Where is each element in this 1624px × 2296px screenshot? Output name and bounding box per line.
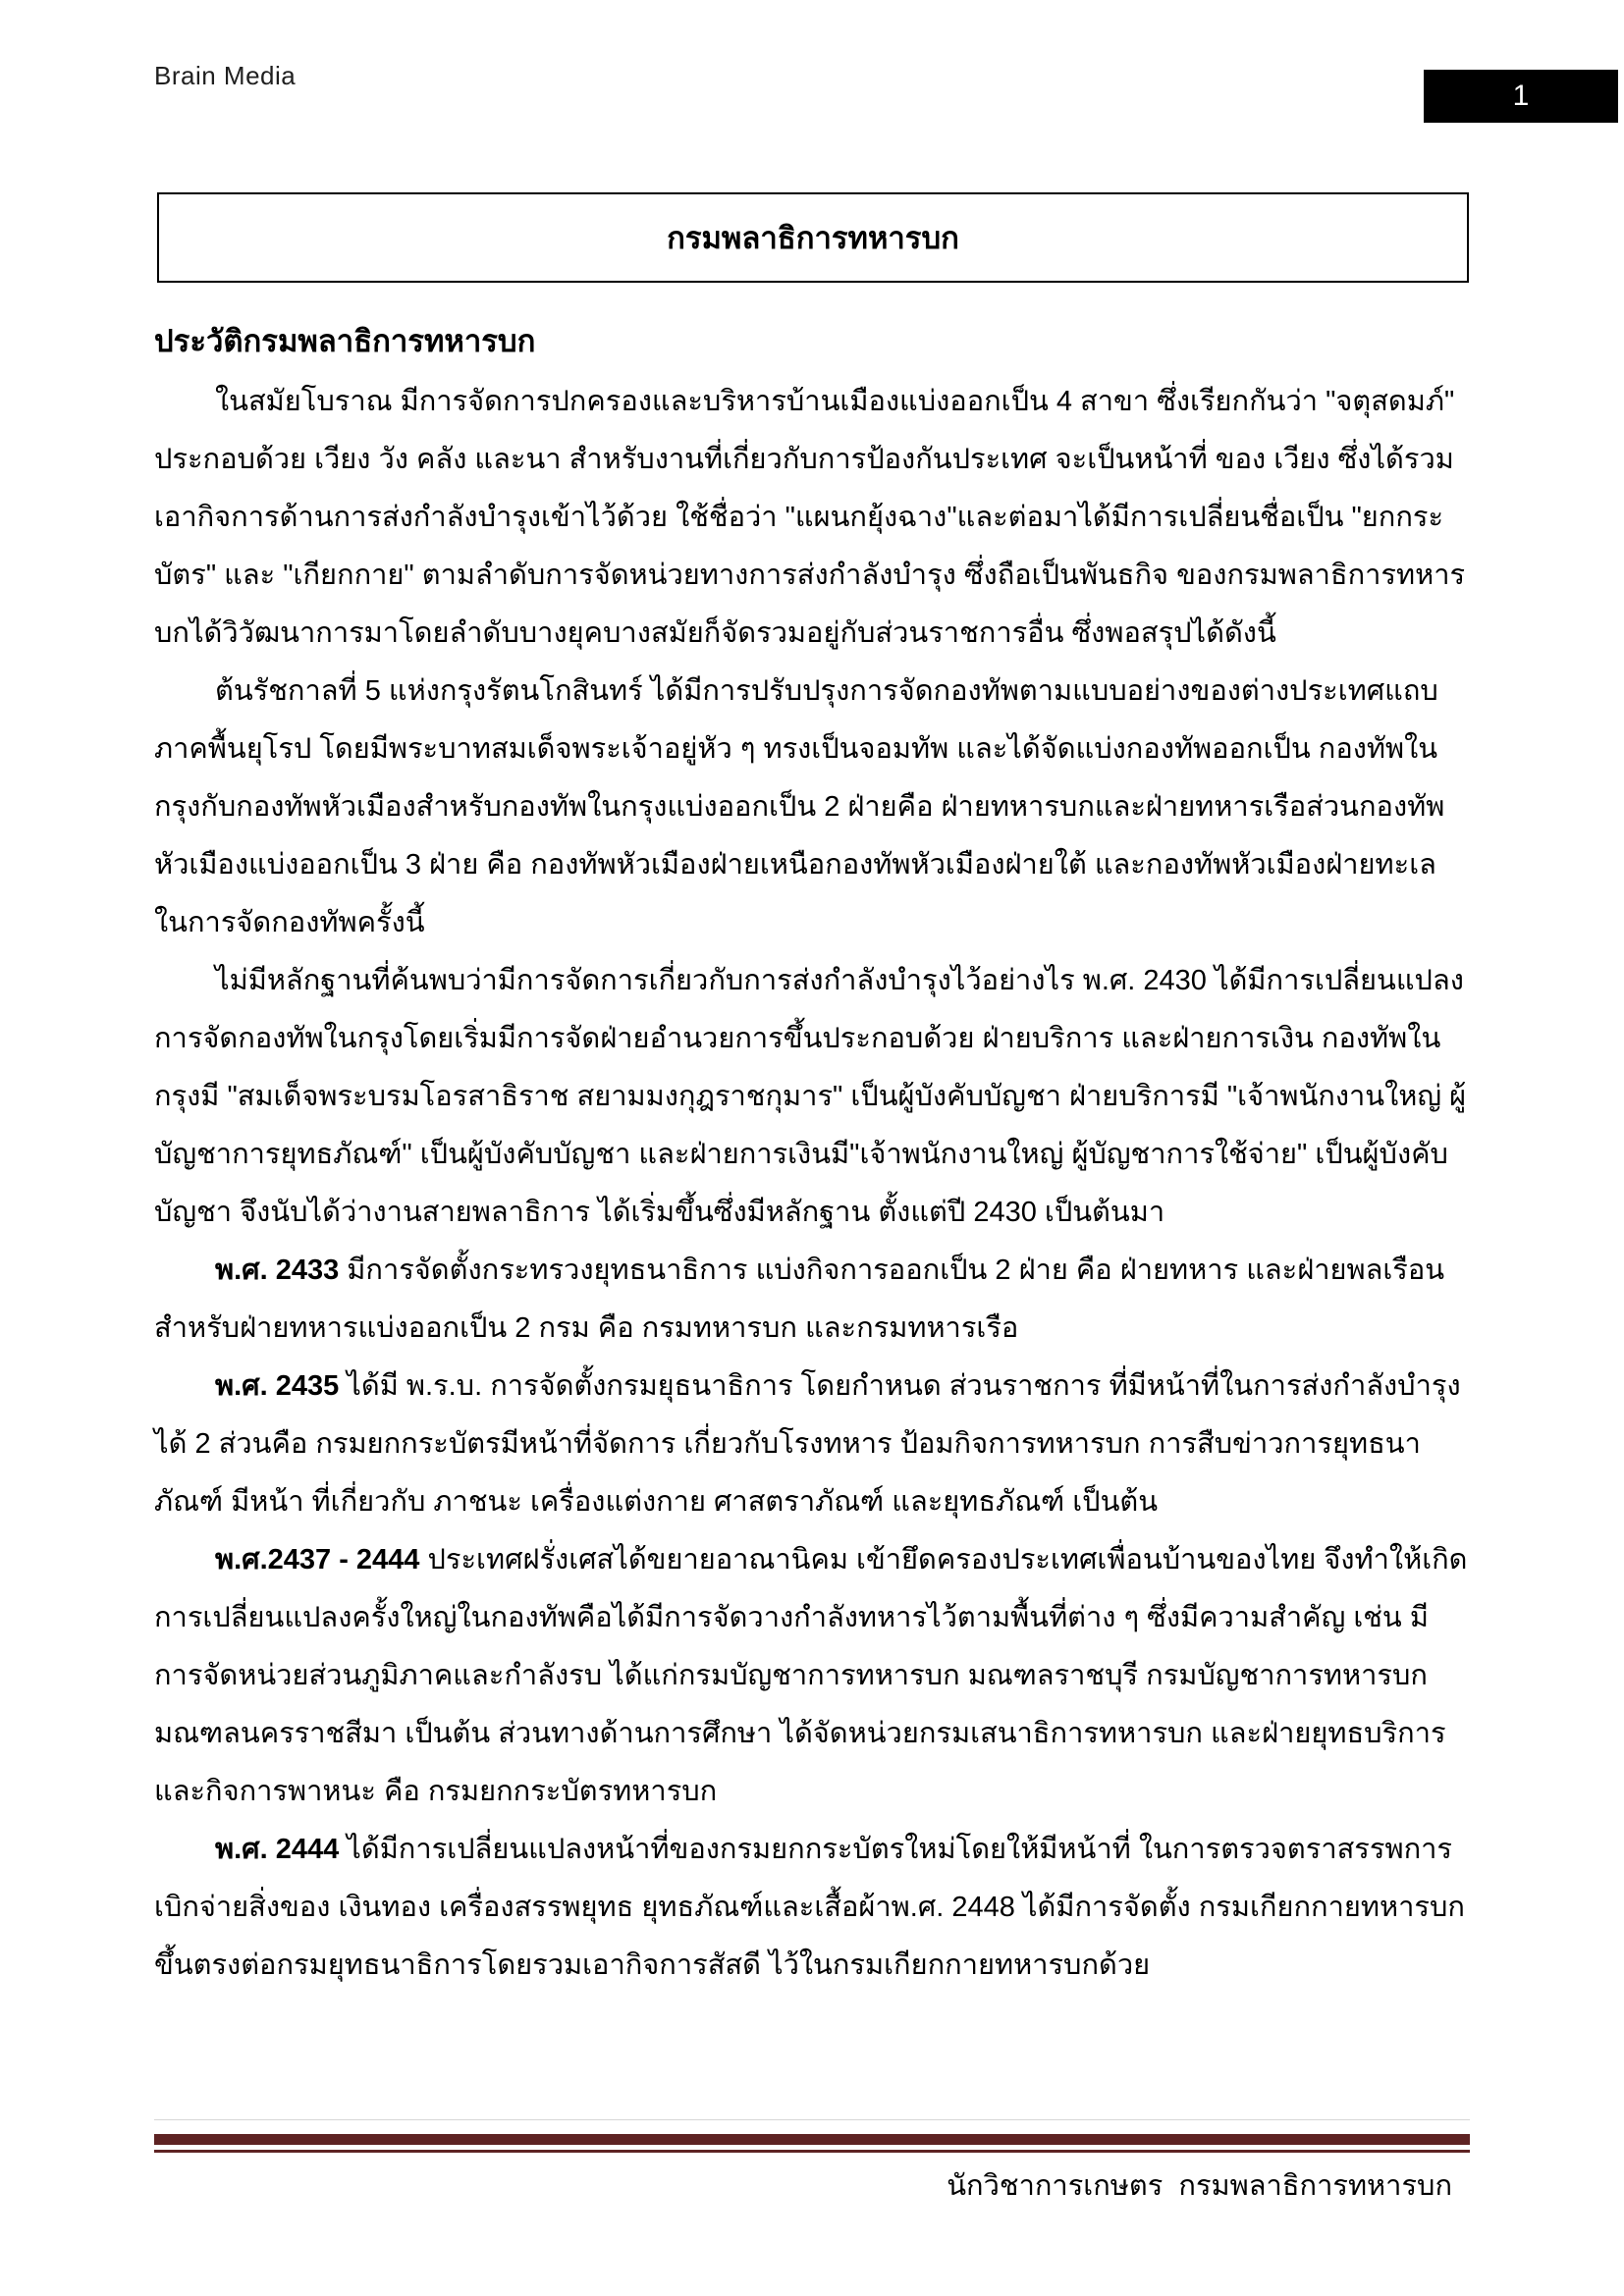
document-title: กรมพลาธิการทหารบก xyxy=(667,221,959,255)
paragraph-text: ในสมัยโบราณ มีการจัดการปกครองและบริหารบ้านเมืองแบ่งออกเป็น 4 สาขา ซึ่งเรียกกันว่า "จตุสดมภ์" ประกอบด้วย เวียง วัง คลัง และนา สำหรับงานที่เกี่ยวกับการป้องกันประเทศ จะเป็นหน้าที่ ของ เวียง ซึ่งได้รวมเอากิจการด้านการส่งกำลังบำรุงเข้าไว้ด้วย ใช้ชื่อว่า "แผนกยุ้งฉาง"และต่อมาได้มีการเปลี่ยนชื่อเป็น "ยกกระบัตร" และ "เกียกกาย" ตามลำดับการจัดหน่วยทางการส่งกำลังบำรุง ซึ่งถือเป็นพันธกิจ ของกรมพลาธิการทหารบกได้วิวัฒนาการมาโดยลำดับบางยุคบางสมัยก็จัดรวมอยู่กับส่วนราชการอื่น ซึ่งพอสรุปได้ดังนี้ xyxy=(154,386,1466,649)
footer-rule-thick xyxy=(154,2134,1470,2145)
footer-credit: นักวิชาการเกษตร กรมพลาธิการทหารบก xyxy=(947,2170,1452,2202)
page-number: 1 xyxy=(1512,80,1530,112)
section-heading: ประวัติกรมพลาธิการทหารบก xyxy=(154,324,536,358)
paragraph-text: ได้มีการเปลี่ยนแปลงหน้าที่ของกรมยกกระบัตรใหม่โดยให้มีหน้าที่ ในการตรวจตราสรรพการ เบิกจ่ายสิ่งของ เงินทอง เครื่องสรรพยุทธ ยุทธภัณฑ์และเสื้อผ้าพ.ศ. 2448 ได้มีการจัดตั้ง กรมเกียกกายทหารบก ขึ้นตรงต่อกรมยุทธนาธิการโดยรวมเอากิจการสัสดี ไว้ในกรมเกียกกายทหารบกด้วย xyxy=(154,1834,1465,1981)
paragraph-lead: พ.ศ. 2435 xyxy=(215,1370,340,1402)
paragraph xyxy=(154,1358,1476,1531)
document-body xyxy=(154,373,1476,1995)
paragraph xyxy=(154,1531,1476,1821)
paragraph-text: ประเทศฝรั่งเศสได้ขยายอาณานิคม เข้ายึดครองประเทศเพื่อนบ้านของไทย จึงทำให้เกิดการเปลี่ยนแปลงครั้งใหญ่ในกองทัพคือได้มีการจัดวางกำลังทหารไว้ตามพื้นที่ต่าง ๆ ซึ่งมีความสำคัญ เช่น มีการจัดหน่วยส่วนภูมิภาคและกำลังรบ ได้แก่กรมบัญชาการทหารบก มณฑลราชบุรี กรมบัญชาการทหารบกมณฑลนครราชสีมา เป็นต้น ส่วนทางด้านการศึกษา ได้จัดหน่วยกรมเสนาธิการทหารบก และฝ่ายยุทธบริการและกิจการพาหนะ คือ กรมยกกระบัตรทหารบก xyxy=(154,1544,1468,1807)
paragraph-lead: พ.ศ. 2433 xyxy=(215,1255,340,1286)
footer-rule-thin xyxy=(154,2150,1470,2153)
paragraph-lead: พ.ศ. 2444 xyxy=(215,1834,340,1865)
paragraph-lead: พ.ศ.2437 - 2444 xyxy=(215,1544,420,1575)
paragraph xyxy=(154,1242,1476,1358)
paragraph xyxy=(154,1821,1476,1995)
paragraph xyxy=(154,952,1476,1242)
paragraph-text: ไม่มีหลักฐานที่ค้นพบว่ามีการจัดการเกี่ยวกับการส่งกำลังบำรุงไว้อย่างไร พ.ศ. 2430 ได้มีการเปลี่ยนแปลงการจัดกองทัพในกรุงโดยเริ่มมีการจัดฝ่ายอำนวยการขึ้นประกอบด้วย ฝ่ายบริการ และฝ่ายการเงิน กองทัพในกรุงมี "สมเด็จพระบรมโอรสาธิราช สยามมงกุฎราชกุมาร" เป็นผู้บังคับบัญชา ฝ่ายบริการมี "เจ้าพนักงานใหญ่ ผู้บัญชาการยุทธภัณฑ์" เป็นผู้บังคับบัญชา และฝ่ายการเงินมี"เจ้าพนักงานใหญ่ ผู้บัญชาการใช้จ่าย" เป็นผู้บังคับบัญชา จึงนับได้ว่างานสายพลาธิการ ได้เริ่มขึ้นซึ่งมีหลักฐาน ตั้งแต่ปี 2430 เป็นต้นมา xyxy=(154,965,1467,1228)
paragraph xyxy=(154,373,1476,663)
page-number-badge xyxy=(1424,70,1618,123)
paragraph xyxy=(154,663,1476,952)
paragraph-text: มีการจัดตั้งกระทรวงยุทธนาธิการ แบ่งกิจการออกเป็น 2 ฝ่าย คือ ฝ่ายทหาร และฝ่ายพลเรือน สำหรับฝ่ายทหารแบ่งออกเป็น 2 กรม คือ กรมทหารบก และกรมทหารเรือ xyxy=(154,1255,1445,1344)
paragraph-text: ได้มี พ.ร.บ. การจัดตั้งกรมยุธนาธิการ โดยกำหนด ส่วนราชการ ที่มีหน้าที่ในการส่งกำลังบำรุงได้ 2 ส่วนคือ กรมยกกระบัตรมีหน้าที่จัดการ เกี่ยวกับโรงทหาร ป้อมกิจการทหารบก การสืบข่าวการยุทธนาภัณฑ์ มีหน้า ที่เกี่ยวกับ ภาชนะ เครื่องแต่งกาย ศาสตราภัณฑ์ และยุทธภัณฑ์ เป็นต้น xyxy=(154,1370,1461,1518)
header-brand: Brain Media xyxy=(154,61,297,90)
paragraph-text: ต้นรัชกาลที่ 5 แห่งกรุงรัตนโกสินทร์ ได้มีการปรับปรุงการจัดกองทัพตามแบบอย่างของต่างประเทศแถบภาคพื้นยุโรป โดยมีพระบาทสมเด็จพระเจ้าอยู่หัว ๆ ทรงเป็นจอมทัพ และได้จัดแบ่งกองทัพออกเป็น กองทัพในกรุงกับกองทัพหัวเมืองสำหรับกองทัพในกรุงแบ่งออกเป็น 2 ฝ่ายคือ ฝ่ายทหารบกและฝ่ายทหารเรือส่วนกองทัพหัวเมืองแบ่งออกเป็น 3 ฝ่าย คือ กองทัพหัวเมืองฝ่ายเหนือกองทัพหัวเมืองฝ่ายใต้ และกองทัพหัวเมืองฝ่ายทะเล ในการจัดกองทัพครั้งนี้ xyxy=(154,675,1445,938)
document-title-box xyxy=(157,192,1469,283)
footer-rule-faint xyxy=(154,2119,1470,2120)
